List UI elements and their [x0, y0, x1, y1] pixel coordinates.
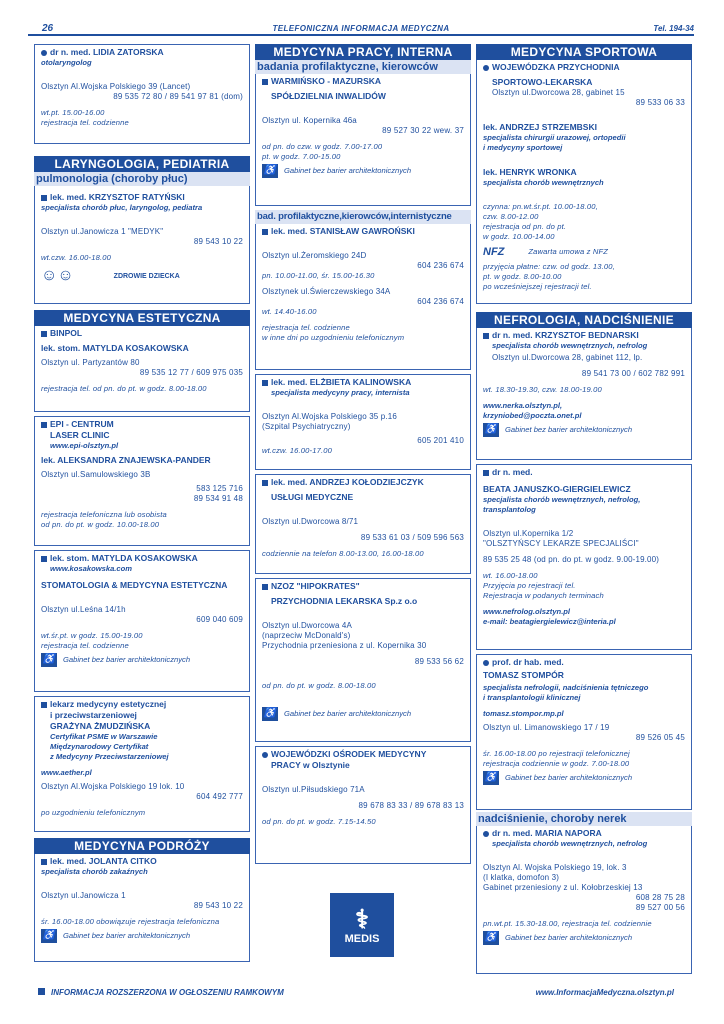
medis-logo: ⚕ MEDIS — [330, 893, 394, 957]
phone: 604 236 674 — [417, 261, 464, 270]
clinic-name: WOJEWÓDZKI OŚRODEK MEDYCYNY — [271, 749, 427, 759]
hours: rejestracja codziennie w godz. 7.00-18.00 — [483, 759, 630, 768]
phone: 89 533 56 62 — [414, 657, 464, 666]
doctor-name: lek. med. KRZYSZTOF RATYŃSKI — [50, 192, 185, 202]
specialty: specjalista chorób płuc, laryngolog, pediatra — [41, 203, 203, 212]
phone: 608 28 75 28 — [635, 893, 685, 902]
bullet-icon — [41, 422, 47, 428]
hours: pt. w godz. 8.00-10.00 — [483, 272, 562, 281]
bullet-icon — [262, 229, 268, 235]
certificate: Certyfikat PSME w Warszawie — [50, 732, 158, 741]
hours: w inne dni po uzgodnieniu telefonicznym — [262, 333, 405, 342]
address: Olsztyn ul.Janowicza 1 — [41, 891, 126, 900]
hours: wt. 18.30-19.30, czw. 18.00-19.00 — [483, 385, 602, 394]
hours: pt. w godz. 7.00-15.00 — [262, 152, 341, 161]
bullet-icon — [262, 584, 268, 590]
specialty: specjalista medycyny pracy, internista — [271, 388, 410, 397]
hours: codziennie na telefon 8.00-13.00, 16.00-18.00 — [262, 549, 424, 558]
nfz-logo: NFZ — [483, 246, 505, 258]
subsection-badania: badania profilaktyczne, kierowców — [255, 60, 471, 74]
bullet-icon — [41, 195, 47, 201]
listing-wojewodzka-przychodnia — [476, 60, 692, 304]
clinic-name-2: LASER CLINIC — [50, 430, 110, 440]
specialty: i medycyny sportowej — [483, 143, 563, 152]
address: Olsztyn ul. Limanowskiego 17 / 19 — [483, 723, 610, 732]
hours: od pn. do pt. w godz. 10.00-18.00 — [41, 520, 160, 529]
clinic-name-2: SPORTOWO-LEKARSKA — [492, 77, 593, 87]
website-link[interactable]: www.nerka.olsztyn.pl, — [483, 401, 563, 410]
phone: 604 236 674 — [417, 297, 464, 306]
listing-zatorska — [34, 44, 250, 144]
hours: wt.czw. 16.00-17.00 — [262, 446, 332, 455]
accessibility-note: ♿ Gabinet bez barier architektonicznych — [42, 930, 191, 941]
address: Olsztynek ul.Świerczewskiego 34A — [262, 287, 391, 296]
specialty: specjalista nefrologii, nadciśnienia tętniczego — [483, 683, 649, 692]
hours: po wcześniejszej rejestracji tel. — [483, 282, 592, 291]
address: Olsztyn ul.Kopernika 1/2 — [483, 529, 574, 538]
phone: 583 125 716 — [196, 484, 243, 493]
listing-januszko — [476, 464, 692, 650]
phone: 89 543 10 22 — [193, 237, 243, 246]
phone: 89 541 73 00 / 602 782 991 — [581, 369, 685, 378]
column-right — [476, 44, 692, 974]
address: Olsztyn ul.Janowicza 1 "MEDYK" — [41, 227, 164, 236]
listing-ratynski — [34, 186, 250, 304]
phone: 89 534 91 48 — [193, 494, 243, 503]
doctor-name: lek. HENRYK WRONKA — [483, 167, 577, 177]
bullet-icon — [41, 702, 47, 708]
caduceus-icon: ⚕ — [354, 904, 370, 934]
email-link[interactable]: krzyniobed@poczta.onet.pl — [483, 411, 582, 420]
section-header-medycyna-pracy: MEDYCYNA PRACY, INTERNA — [255, 44, 471, 60]
specialty: specjalista chirurgii urazowej, ortopedii — [483, 133, 626, 142]
doctor-name: lek. stom. MATYLDA KOSAKOWSKA — [41, 343, 189, 353]
hours: rejestracja od pn. do pt. — [483, 222, 567, 231]
bullet-icon — [483, 65, 489, 71]
bullet-icon — [483, 333, 489, 339]
hours: Rejestracja w podanych terminach — [483, 591, 604, 600]
email-link[interactable]: e-mail: beatagiergielewicz@interia.pl — [483, 617, 616, 626]
listing-bednarski — [476, 328, 692, 460]
listing-kolodziejczyk — [255, 474, 471, 574]
address: (Szpital Psychiatryczny) — [262, 422, 351, 431]
hours: śr. 16.00-18.00 obowiązuje rejestracja telefoniczna — [41, 917, 220, 926]
footer-website-link[interactable]: www.InformacjaMedyczna.olsztyn.pl — [535, 988, 674, 997]
footer-note: INFORMACJA ROZSZERZONA W OGŁOSZENIU RAMKOWYM — [51, 988, 284, 997]
page-footer — [28, 988, 694, 997]
listing-kalinowska — [255, 374, 471, 470]
specialty: lekarz medycyny estetycznej — [50, 699, 167, 709]
accessibility-note: ♿ Gabinet bez barier architektonicznych — [484, 932, 633, 943]
hours: pn.wt.pt. 15.30-18.00, rejestracja tel. codziennie — [483, 919, 652, 928]
website-link[interactable]: tomasz.stompor.mp.pl — [483, 709, 564, 718]
wheelchair-icon: ♿ — [42, 930, 56, 941]
wheelchair-icon: ♿ — [484, 424, 498, 435]
listing-epi-centrum — [34, 416, 250, 546]
accessibility-note: ♿ Gabinet bez barier architektonicznych — [484, 772, 633, 783]
phone: 89 535 12 77 / 609 975 035 — [139, 368, 243, 377]
section-header-nefrologia: NEFROLOGIA, NADCIŚNIENIE — [476, 312, 692, 328]
bullet-icon — [41, 50, 47, 56]
address: (naprzeciw McDonald's) — [262, 631, 351, 640]
page-header — [28, 22, 694, 36]
address: Olsztyn ul. Kopernika 46a — [262, 116, 357, 125]
website-link[interactable]: www.kosakowska.com — [50, 564, 133, 573]
bullet-icon — [262, 752, 268, 758]
listing-napora — [476, 826, 692, 974]
phone: 89 533 61 03 / 509 596 563 — [360, 533, 464, 542]
header-title: TELEFONICZNA INFORMACJA MEDYCZNA — [272, 24, 450, 33]
doctor-name: lek. stom. MATYLDA KOSAKOWSKA — [50, 553, 198, 563]
bullet-icon — [262, 79, 268, 85]
address: Olsztyn ul.Piłsudskiego 71A — [262, 785, 365, 794]
specialty: i transplantologii klinicznej — [483, 693, 581, 702]
bullet-icon — [483, 831, 489, 837]
website-link[interactable]: www.epi-olsztyn.pl — [50, 441, 119, 450]
bullet-icon — [483, 660, 489, 666]
wheelchair-icon: ♿ — [484, 932, 498, 943]
bullet-icon — [41, 556, 47, 562]
section-header-sportowa: MEDYCYNA SPORTOWA — [476, 44, 692, 60]
address: Olsztyn ul.Dworcowa 8/71 — [262, 517, 359, 526]
listing-wojewodzki-osrodek — [255, 746, 471, 864]
phone: 89 543 10 22 — [193, 901, 243, 910]
doctor-title: dr n. med. — [492, 467, 533, 477]
specialty: specjalista chorób wewnętrznych, nefrolog — [492, 839, 648, 848]
address: Przychodnia przeniesiona z ul. Kopernika 30 — [262, 641, 427, 650]
bullet-icon — [262, 480, 268, 486]
specialty: i przeciwstarzeniowej — [50, 710, 137, 720]
section-header-laryngologia: LARYNGOLOGIA, PEDIATRIA — [34, 156, 250, 172]
clinic-name: WARMIŃSKO - MAZURSKA — [271, 76, 382, 86]
doctor-name: lek. ALEKSANDRA ZNAJEWSKA-PANDER — [41, 455, 211, 465]
specialty: specjalista chorób zakaźnych — [41, 867, 148, 876]
phone: 89 533 06 33 — [635, 98, 685, 107]
listing-zmudzinska — [34, 696, 250, 832]
zdrowie-dziecka-logo: ☺☺ ZDROWIE DZIECKA — [41, 267, 180, 284]
square-bullet-icon — [38, 988, 45, 995]
hours: po uzgodnieniu telefonicznym — [41, 808, 146, 817]
address: Olsztyn Al.Wojska Polskiego 19 lok. 10 — [41, 782, 185, 791]
specialty: STOMATOLOGIA & MEDYCYNA ESTETYCZNA — [41, 580, 228, 590]
wheelchair-icon: ♿ — [484, 772, 498, 783]
doctor-name: lek. med. JOLANTA CITKO — [50, 856, 157, 866]
hours: czynna: pn.wt.śr.pt. 10.00-18.00, — [483, 202, 598, 211]
clinic-name: BINPOL — [50, 328, 83, 338]
address: Olsztyn ul.Dworcowa 4A — [262, 621, 352, 630]
doctor-name: lek. ANDRZEJ STRZEMBSKI — [483, 122, 597, 132]
clinic-name: USŁUGI MEDYCZNE — [271, 492, 354, 502]
certificate: Międzynarodowy Certyfikat — [50, 742, 149, 751]
hours: od pn. do pt. w godz. 8.00-18.00 — [262, 681, 376, 690]
website-link[interactable]: www.aether.pl — [41, 768, 92, 777]
listing-hipokrates — [255, 578, 471, 742]
hours: od pn. do pt. w godz. 7.15-14.50 — [262, 817, 376, 826]
phone: 89 535 72 80 / 89 541 97 81 (dom) — [113, 92, 243, 101]
bullet-icon — [41, 859, 47, 865]
address: Olsztyn ul.Dworcowa 28, gabinet 15 — [492, 88, 625, 97]
phone: 609 040 609 — [196, 615, 243, 624]
section-header-estetyczna: MEDYCYNA ESTETYCZNA — [34, 310, 250, 326]
listing-stompor — [476, 654, 692, 810]
hours: czw. 8.00-12.00 — [483, 212, 539, 221]
address: "OLSZTYŃSCY LEKARZE SPECJALIŚCI" — [483, 539, 639, 548]
bullet-icon — [483, 470, 489, 476]
clinic-name-2: SPÓŁDZIELNIA INWALIDÓW — [271, 91, 386, 101]
wheelchair-icon: ♿ — [263, 708, 277, 719]
phone: 89 678 83 33 / 89 678 83 13 — [358, 801, 464, 810]
page-number: 26 — [42, 23, 54, 34]
address: Olsztyn ul.Żeromskiego 24D — [262, 251, 367, 260]
doctor-name: GRAŻYNA ŻMUDZIŃSKA — [50, 721, 151, 731]
hours: pn. 10.00-11.00, śr. 15.00-16.30 — [262, 271, 375, 280]
accessibility-note: ♿ Gabinet bez barier architektonicznych — [263, 708, 412, 719]
address: Olsztyn Al.Wojska Polskiego 39 (Lancet) — [41, 82, 191, 91]
doctor-name: lek. med. STANISŁAW GAWROŃSKI — [271, 226, 415, 236]
hours: wt. 16.00-18.00 — [483, 571, 538, 580]
hours: rejestracja telefoniczna lub osobista — [41, 510, 167, 519]
listing-citko — [34, 854, 250, 962]
header-phone: Tel. 194-34 — [653, 24, 694, 33]
specialty: otolaryngolog — [41, 58, 92, 67]
hours: rejestracja tel. codzienne — [262, 323, 350, 332]
subsection-profilaktyczne: bad. profilaktyczne,kierowców,internistyczne — [255, 210, 471, 224]
hours: wt. 14.40-16.00 — [262, 307, 317, 316]
hours: wt.czw. 16.00-18.00 — [41, 253, 111, 262]
clinic-name: WOJEWÓDZKA PRZYCHODNIA — [492, 62, 620, 72]
hours: przyjęcia płatne: czw. od godz. 13.00, — [483, 262, 615, 271]
section-header-podrozy: MEDYCYNA PODRÓŻY — [34, 838, 250, 854]
wheelchair-icon: ♿ — [42, 654, 56, 665]
doctor-name: dr n. med. LIDIA ZATORSKA — [50, 47, 164, 57]
hours: śr. 16.00-18.00 po rejestracji telefonicznej — [483, 749, 630, 758]
specialty: transplantolog — [483, 505, 536, 514]
accessibility-note: ♿ Gabinet bez barier architektonicznych — [42, 654, 191, 665]
phone: 89 535 25 48 (od pn. do pt. w godz. 9.00-19.00) — [483, 555, 660, 564]
clinic-name: EPI - CENTRUM — [50, 419, 114, 429]
doctor-name: dr n. med. MARIA NAPORA — [492, 828, 602, 838]
address: Olsztyn Al.Wojska Polskiego 35 p.16 — [262, 412, 397, 421]
doctor-name: lek. med. ANDRZEJ KOŁODZIEJCZYK — [271, 477, 424, 487]
clinic-name-2: PRZYCHODNIA LEKARSKA Sp.z o.o — [271, 596, 418, 606]
phone: 89 527 00 56 — [635, 903, 685, 912]
address: Olsztyn ul.Leśna 14/1h — [41, 605, 126, 614]
subsection-nadcisnienie: nadciśnienie, choroby nerek — [476, 812, 692, 826]
clinic-name: NZOZ "HIPOKRATES" — [271, 581, 360, 591]
bullet-icon — [262, 380, 268, 386]
listing-warminsko-mazurska — [255, 74, 471, 206]
website-link[interactable]: www.nefrolog.olsztyn.pl — [483, 607, 571, 616]
doctor-title: prof. dr hab. med. — [492, 657, 564, 667]
bullet-icon — [41, 331, 47, 337]
listing-kosakowska — [34, 550, 250, 692]
wheelchair-icon: ♿ — [263, 165, 277, 176]
hours: wt.śr.pt. w godz. 15.00-19.00 — [41, 631, 143, 640]
address: Olsztyn ul.Dworcowa 28, gabinet 112, lp. — [492, 353, 643, 362]
hours: rejestracja tel. codzienne — [41, 641, 129, 650]
children-faces-icon: ☺☺ — [41, 267, 74, 284]
address: Olsztyn ul. Partyzantów 80 — [41, 358, 140, 367]
doctor-name: TOMASZ STOMPÓR — [483, 670, 564, 680]
hours: Przyjęcia po rejestracji tel. — [483, 581, 576, 590]
listing-binpol — [34, 326, 250, 412]
address: (I klatka, domofon 3) — [483, 873, 560, 882]
subsection-pulmonologia: pulmonologia (choroby płuc) — [34, 172, 250, 186]
doctor-name: lek. med. ELŻBIETA KALINOWSKA — [271, 377, 412, 387]
phone: 89 527 30 22 wew. 37 — [382, 126, 464, 135]
phone: 89 526 05 45 — [635, 733, 685, 742]
doctor-name: BEATA JANUSZKO-GIERGIELEWICZ — [483, 484, 631, 494]
column-left — [34, 44, 250, 962]
clinic-name-2: PRACY w Olsztynie — [271, 760, 350, 770]
hours: rejestracja tel. codzienne — [41, 118, 129, 127]
address: Olsztyn ul.Samulowskiego 3B — [41, 470, 151, 479]
specialty: specjalista chorób wewnętrznych, nefrolog, — [483, 495, 641, 504]
doctor-name: dr n. med. KRZYSZTOF BEDNARSKI — [492, 330, 639, 340]
hours: w godz. 10.00-14.00 — [483, 232, 555, 241]
accessibility-note: ♿ Gabinet bez barier architektonicznych — [263, 165, 412, 176]
address: Olsztyn Al. Wojska Polskiego 19, lok. 3 — [483, 863, 627, 872]
address: Gabinet przeniesiony z ul. Kołobrzeskiej 13 — [483, 883, 643, 892]
hours: rejestracja tel. od pn. do pt. w godz. 8.00-18.00 — [41, 384, 207, 393]
specialty: specjalista chorób wewnętrznych, nefrolog — [492, 341, 648, 350]
column-middle — [255, 44, 471, 864]
nfz-note: NFZ Zawarta umowa z NFZ — [483, 246, 609, 258]
hours: wt.pt. 15.00-16.00 — [41, 108, 105, 117]
certificate: z Medycyny Przeciwstarzeniowej — [50, 752, 169, 761]
hours: od pn. do czw. w godz. 7.00-17.00 — [262, 142, 383, 151]
accessibility-note: ♿ Gabinet bez barier architektonicznych — [484, 424, 633, 435]
listing-gawronski — [255, 224, 471, 370]
phone: 604 492 777 — [196, 792, 243, 801]
specialty: specjalista chorób wewnętrznych — [483, 178, 604, 187]
phone: 605 201 410 — [417, 436, 464, 445]
